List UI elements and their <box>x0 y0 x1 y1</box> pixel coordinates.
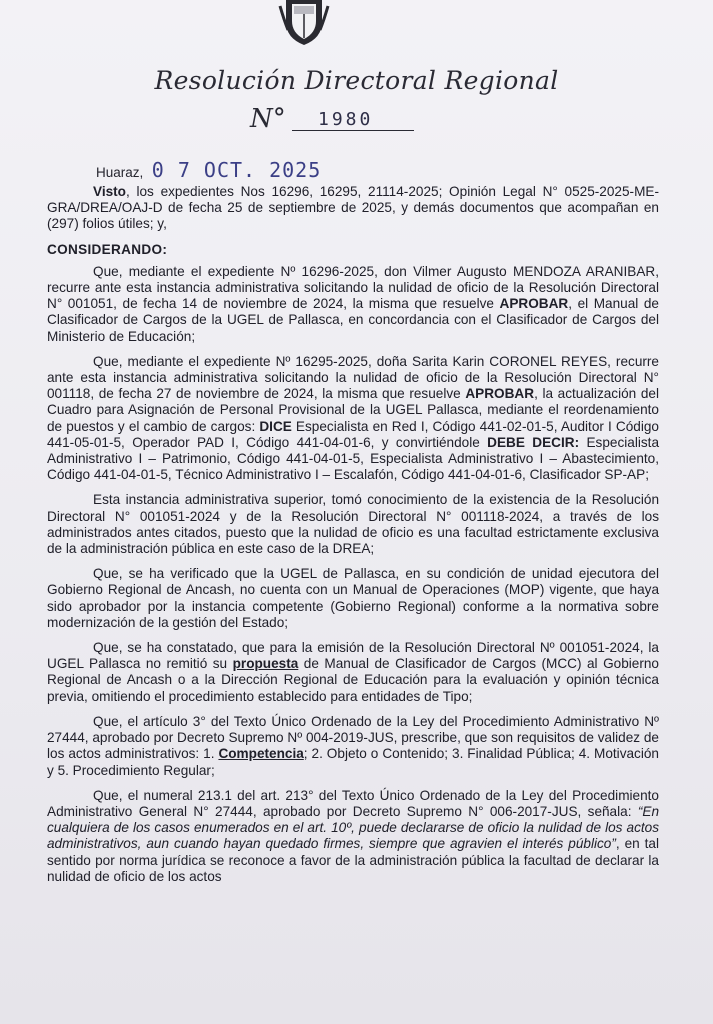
p2-text-c: , la actualización del Cuadro para Asignación de Personal Provisional de la UGEL Pallasca, mediante el reordenamiento de puestos y el cambio de cargos: <box>47 386 659 434</box>
visto-text: , los expedientes Nos 16296, 16295, 21114-2025; Opinión Legal N° 0525-2025-ME-GRA/DREA/OAJ-D de fecha 25 de septiembre de 2025, y demás documentos que acompañan en (297) folios útiles; y, <box>47 184 659 232</box>
p5-text-a: Que, se ha constatado, que para la emisión de la Resolución Directoral Nº 001051-2024, la UGEL Pallasca no remitió su <box>47 640 659 672</box>
number-underline <box>292 130 414 131</box>
p2-text-a: Que, mediante el expediente Nº 16295-2025, doña Sarita Karin CORONEL REYES, recurre ante esta instancia administrativa solicitando la nulidad de oficio de la Resolución Directoral N° 001118, de fecha 27 de noviembre de 2024, la misma que resuelve <box>47 353 659 402</box>
resolution-number <box>250 104 450 138</box>
p7-text-c: , en tal sentido por norma jurídica se reconoce a favor de la administración pública la facultad de declarar la nulidad de oficio de los actos <box>47 836 659 884</box>
resolution-number-value: 1980 <box>318 109 374 130</box>
paragraph-5 <box>47 640 659 705</box>
p2-text-d: Especialista en Red I, Código 441-02-01-5, Auditor I Código 441-05-01-5, Operador PAD I, Código 441-04-01-6, y convirtiéndole <box>47 418 659 450</box>
number-symbol: N° <box>250 104 286 134</box>
paragraph-7 <box>47 788 659 885</box>
p1-text-c: , el Manual de Clasificador de Cargos de la UGEL de Pallasca, en concordancia con el Clasificador de Cargos del Ministerio de Educación; <box>47 296 659 344</box>
document-body <box>47 184 659 894</box>
document-title: Resolución Directoral Regional <box>154 66 559 95</box>
coat-of-arms-icon <box>276 0 332 46</box>
date-line <box>96 158 321 182</box>
visto-label: Visto <box>93 184 126 199</box>
p2-bold-3: DEBE DECIR: <box>487 434 580 450</box>
p7-text-a: Que, el numeral 213.1 del art. 213° del Texto Único Ordenado de la Ley del Procedimiento Administrativo General N° 27444, aprobado por Decreto Supremo N° 006-2017-JUS, señala: <box>47 787 659 819</box>
paragraph-2 <box>47 354 659 484</box>
date-stamp: 0 7 OCT. 2025 <box>151 158 322 182</box>
visto-paragraph <box>47 184 659 233</box>
p7-quote: “En cualquiera de los casos enumerados en el art. 10º, puede declararse de oficio la nulidad de los actos administrativos, aun cuando hayan quedado firmes, siempre que agravien el interés público” <box>47 803 659 852</box>
p6-text-c: ; 2. Objeto o Contenido; 3. Finalidad Pública; 4. Motivación y 5. Procedimiento Regular; <box>47 746 659 778</box>
paragraph-4: Que, se ha verificado que la UGEL de Pallasca, en su condición de unidad ejecutora del Gobierno Regional de Ancash, no cuenta con un Manual de Operaciones (MOP) vigente, que haya sido aprobador por la instancia competente (Gobierno Regional) conforme a la normativa sobre modernización de la gestión del Estado; <box>47 566 659 630</box>
date-place: Huaraz, <box>96 165 144 180</box>
paragraph-1 <box>47 264 659 345</box>
p1-bold: APROBAR <box>499 296 569 312</box>
p6-underlined: Competencia <box>218 746 304 762</box>
p1-text-a: Que, mediante el expediente Nº 16296-2025, don Vilmer Augusto MENDOZA ARANIBAR, recurre ante esta instancia administrativa solicitando la nulidad de oficio de la Resolución Directoral N° 001051, de fecha 14 de noviembre de 2024, la misma que resuelve <box>47 263 659 312</box>
p2-text-e: Especialista Administrativo I – Patrimonio, Código 441-04-01-5, Especialista Administrativo I – Abastecimiento, Código 441-04-01-5, Técnico Administrativo I – Escalafón, Código 441-04-01-6, Clasificador SP-AP; <box>47 434 660 483</box>
p2-bold-1: APROBAR <box>465 386 535 402</box>
paragraph-3: Esta instancia administrativa superior, tomó conocimiento de la existencia de la Resolución Directoral N° 001051-2024 y de la Resolución Directoral N° 001118-2024, a través de los administrados antes citados, puesto que la nulidad de oficio es una facultad estrictamente exclusiva de la administración pública en este caso de la DREA; <box>47 492 659 557</box>
considerando-heading: CONSIDERANDO: <box>47 241 168 257</box>
p6-text-a: Que, el artículo 3° del Texto Único Ordenado de la Ley del Procedimiento Administrativo Nº 27444, aprobado por Decreto Supremo Nº 004-2019-JUS, prescribe, que son requisitos de validez de los actos administrativos: 1. <box>47 713 659 762</box>
paragraph-6 <box>47 714 659 779</box>
p2-bold-2: DICE <box>259 418 292 434</box>
p5-underlined: propuesta <box>232 656 299 672</box>
p5-text-c: de Manual de Clasificador de Cargos (MCC) al Gobierno Regional de Ancash o a la Dirección Regional de Educación para la evaluación y opinión técnica previa, omitiendo el procedimiento establecido para entidades de Tipo; <box>47 656 659 704</box>
